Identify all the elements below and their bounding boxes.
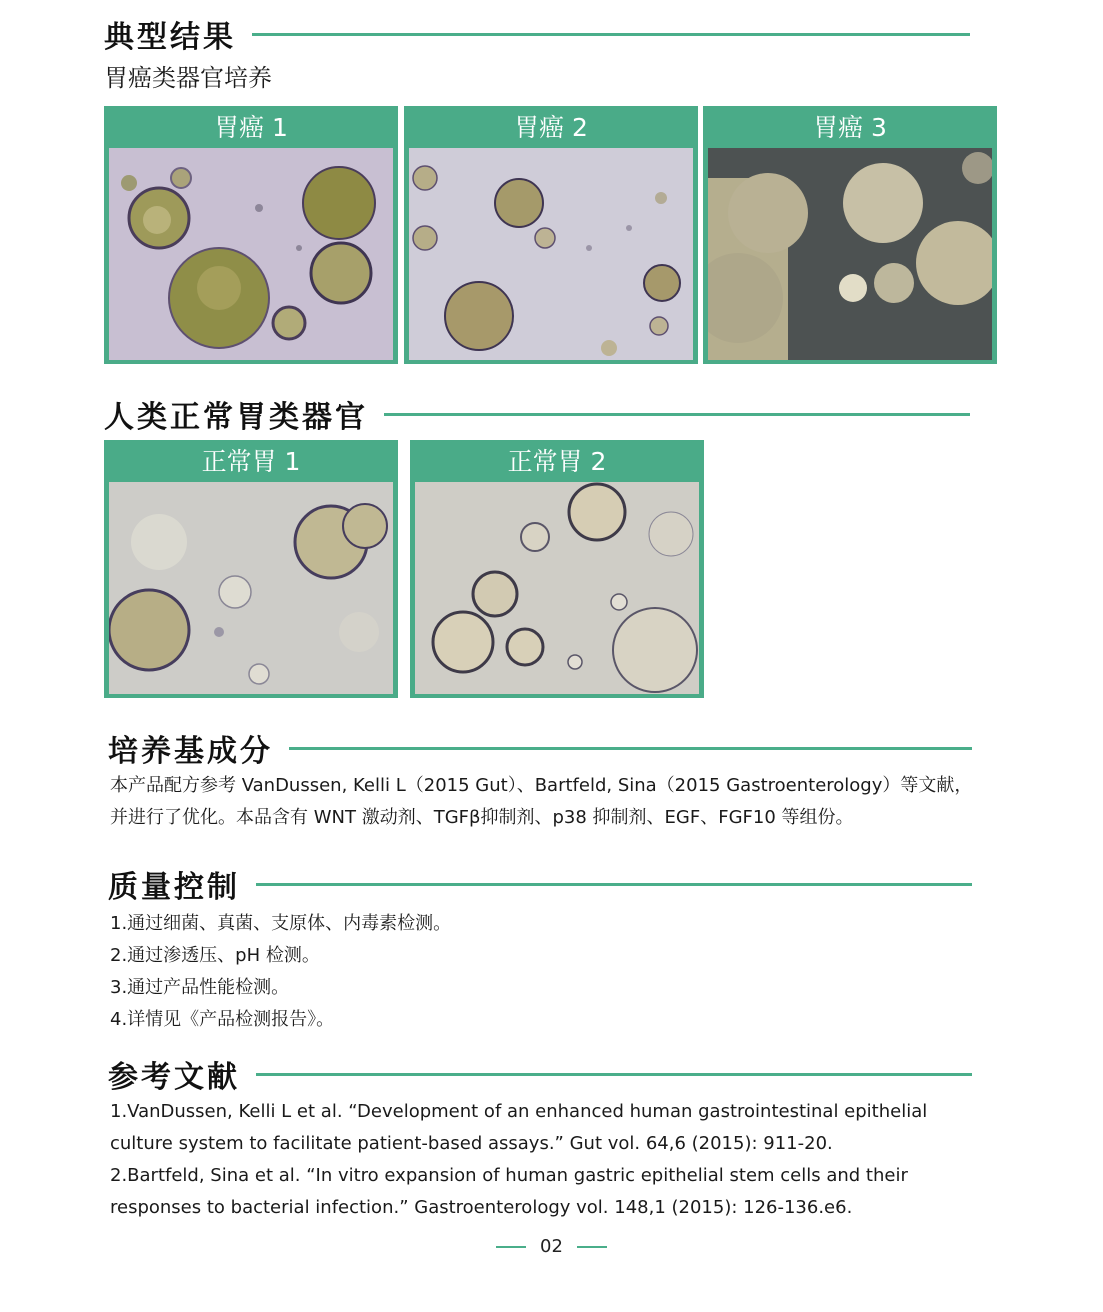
heading-divider	[256, 883, 972, 886]
micrograph-image	[109, 482, 393, 694]
micrograph-image	[109, 148, 393, 360]
qc-list	[110, 908, 451, 1036]
page-footer	[496, 1236, 607, 1257]
medium-paragraph	[110, 770, 972, 834]
qc-title: 质量控制	[108, 870, 240, 905]
heading-divider	[252, 33, 970, 36]
heading-divider	[289, 747, 972, 750]
panel-title: 正常胃 1	[201, 447, 301, 476]
ref-line-2: culture system to facilitate patient-based assays.” Gut vol. 64,6 (2015): 911-20.	[110, 1133, 833, 1154]
results-heading	[104, 12, 970, 56]
qc-heading	[108, 862, 972, 906]
panel-title: 胃癌 2	[514, 113, 588, 142]
footer-line-left	[496, 1246, 526, 1248]
ref-line-1: 1.VanDussen, Kelli L et al. “Development of an enhanced human gastrointestinal epithelial	[110, 1101, 928, 1122]
results-title: 典型结果	[104, 20, 236, 55]
medium-title: 培养基成分	[108, 734, 273, 769]
qc-item-3: 3.通过产品性能检测。	[110, 977, 290, 998]
panel-normal-stomach-2	[410, 440, 704, 698]
refs-title: 参考文献	[108, 1060, 240, 1095]
results-subtitle: 胃癌类器官培养	[104, 64, 272, 92]
medium-line-1: 本产品配方参考 VanDussen, Kelli L（2015 Gut）、Bartfeld, Sina（2015 Gastroenterology）等文献，	[110, 775, 973, 796]
qc-item-4: 4.详情见《产品检测报告》。	[110, 1009, 335, 1030]
ref-line-3: 2.Bartfeld, Sina et al. “In vitro expansion of human gastric epithelial stem cells and their	[110, 1165, 908, 1186]
panel-gastric-cancer-3	[703, 106, 997, 364]
normal-heading	[104, 392, 970, 436]
panel-gastric-cancer-1	[104, 106, 398, 364]
qc-item-2: 2.通过渗透压、pH 检测。	[110, 945, 320, 966]
panel-title: 正常胃 2	[507, 447, 607, 476]
micrograph-image	[708, 148, 992, 360]
refs-heading	[108, 1052, 972, 1096]
refs-list	[110, 1096, 927, 1224]
panel-normal-stomach-1	[104, 440, 398, 698]
qc-item-1: 1.通过细菌、真菌、支原体、内毒素检测。	[110, 913, 452, 934]
heading-divider	[384, 413, 970, 416]
micrograph-image	[415, 482, 699, 694]
footer-line-right	[577, 1246, 607, 1248]
medium-line-2: 并进行了优化。本品含有 WNT 激动剂、TGFβ抑制剂、p38 抑制剂、EGF、FGF10 等组份。	[110, 807, 854, 828]
normal-title: 人类正常胃类器官	[104, 400, 368, 435]
ref-line-4: responses to bacterial infection.” Gastroenterology vol. 148,1 (2015): 126-136.e6.	[110, 1197, 853, 1218]
heading-divider	[256, 1073, 972, 1076]
medium-heading	[108, 726, 972, 770]
page-number: 02	[540, 1236, 563, 1257]
panel-gastric-cancer-2	[404, 106, 698, 364]
micrograph-image	[409, 148, 693, 360]
panel-title: 胃癌 1	[214, 113, 288, 142]
panel-title: 胃癌 3	[813, 113, 887, 142]
